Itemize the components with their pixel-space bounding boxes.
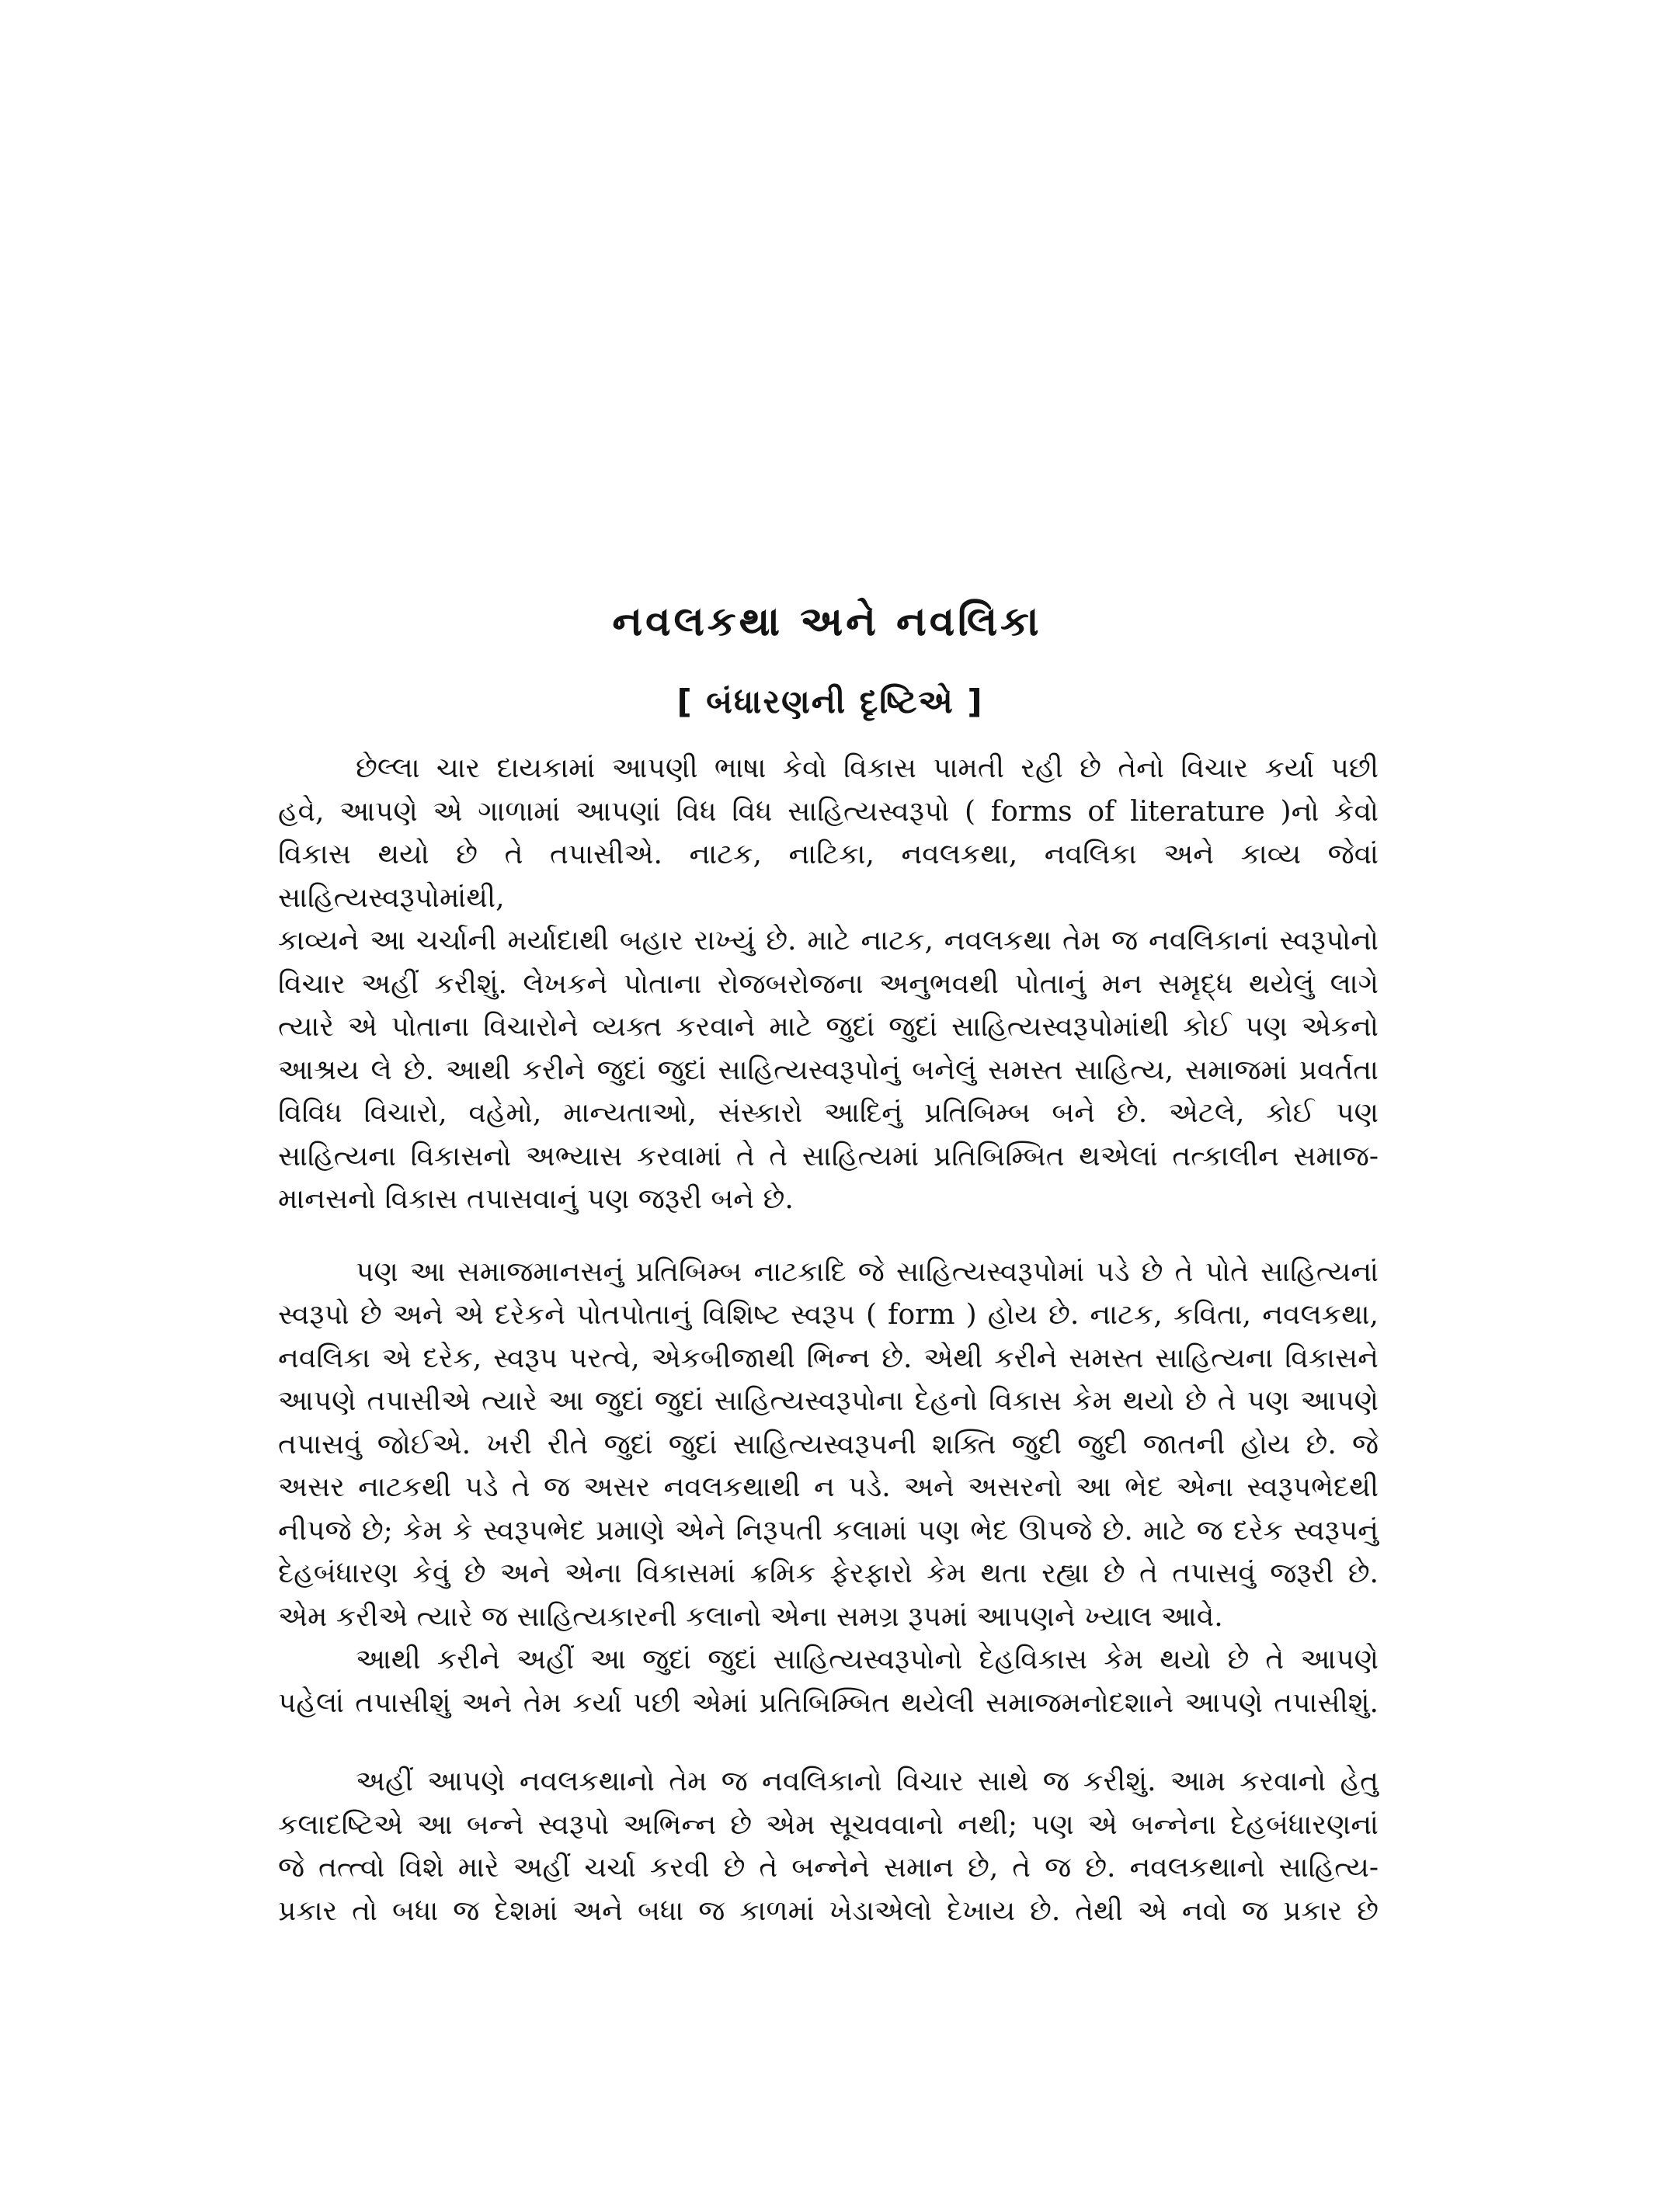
paragraph-1 xyxy=(278,747,1379,1221)
text-line: વિચાર અહીં કરીશું. લેખકને પોતાના રોજબરોજના અનુભવથી પોતાનું મન સમૃદ્ધ થયેલું લાગે xyxy=(278,967,1379,1000)
text-line: દેહબંધારણ કેવું છે અને એના વિકાસમાં ક્રમિક ફેરફારો કેમ થતા રહ્યા છે તે તપાસવું જરૂરી છે. xyxy=(278,1557,1379,1589)
text-line: છેલ્લા ચાર દાયકામાં આપણી ભાષા કેવો વિકાસ પામતી રહી છે તેનો વિચાર કર્યા પછી xyxy=(356,752,1379,784)
text-line: માનસનો વિકાસ તપાસવાનું પણ જરૂરી બને છે. xyxy=(278,1183,794,1215)
text-line: વિકાસ થયો છે તે તપાસીએ. નાટક, નાટિકા, નવલકથા, નવલિકા અને કાવ્ય જેવાં સાહિત્યસ્વરૂપોમાંથી, xyxy=(278,839,1379,914)
text-line: તપાસવું જોઈએ. ખરી રીતે જુદાં જુદાં સાહિત્યસ્વરૂપની શક્તિ જુદી જુદી જાતની હોય છે. જે xyxy=(278,1428,1379,1460)
text-line: સ્વરૂપો છે અને એ દરેકને પોતપોતાનું વિશિષ્ટ સ્વરૂપ ( form ) હોય છે. નાટક, કવિતા, નવલકથા, xyxy=(278,1299,1379,1331)
text-line: આશ્રય લે છે. આથી કરીને જુદાં જુદાં સાહિત્યસ્વરૂપોનું બનેલું સમસ્ત સાહિત્ય, સમાજમાં પ્રવર્તતા xyxy=(278,1054,1379,1086)
chapter-title: નવલકથા અને નવલિકા xyxy=(612,599,1042,645)
paragraph-3 xyxy=(278,1638,1379,1724)
text-line: નવલિકા એ દરેક, સ્વરૂપ પરત્વે, એકબીજાથી ભિન્ન છે. એથી કરીને સમસ્ત સાહિત્યના વિકાસને xyxy=(278,1342,1379,1374)
text-line: કલાદષ્ટિએ આ બન્ને સ્વરૂપો અભિન્ન છે એમ સૂચવવાનો નથી; પણ એ બન્નેના દેહબંધારણનાં xyxy=(278,1808,1379,1841)
text-line: ત્યારે એ પોતાના વિચારોને વ્યક્ત કરવાને માટે જુદાં જુદાં સાહિત્યસ્વરૂપોમાંથી કોઈ પણ એકનો xyxy=(278,1011,1379,1043)
text-line: સાહિત્યના વિકાસનો અભ્યાસ કરવામાં તે તે સાહિત્યમાં પ્રતિબિમ્બિત થએલાં તત્કાલીન સમાજ- xyxy=(278,1140,1379,1172)
body-text xyxy=(278,747,1379,1932)
text-line: પ્રકાર તો બધા જ દેશમાં અને બધા જ કાળમાં ખેડાએલો દેખાય છે. તેથી એ નવો જ પ્રકાર છે xyxy=(278,1894,1379,1927)
text-line: નીપજે છે; કેમ કે સ્વરૂપભેદ પ્રમાણે એને નિરૂપતી કલામાં પણ ભેદ ઊપજે છે. માટે જ દરેક સ્વરૂપનું xyxy=(278,1514,1379,1547)
text-line: હવે, આપણે એ ગાળામાં આપણાં વિધ વિધ સાહિત્યસ્વરૂપો ( forms of literature )નો કેવો xyxy=(278,795,1379,828)
paragraph-2 xyxy=(278,1251,1379,1639)
text-line: અહીં આપણે નવલકથાનો તેમ જ નવલિકાનો વિચાર સાથે જ કરીશું. આમ કરવાનો હેતુ xyxy=(356,1766,1379,1797)
text-line: એમ કરીએ ત્યારે જ સાહિત્યકારની કલાનો એના સમગ્ર રૂપમાં આપણને ખ્યાલ આવે. xyxy=(278,1600,1223,1633)
text-line: જે તત્ત્વો વિશે મારે અહીં ચર્ચા કરવી છે તે બન્નેને સમાન છે, તે જ છે. નવલકથાનો સાહિત્ય- xyxy=(278,1852,1379,1884)
chapter-subtitle: [ બંધારણની દૃષ્ટિએ ] xyxy=(676,682,984,721)
text-line: વિવિધ વિચારો, વહેમો, માન્યતાઓ, સંસ્કારો આદિનું પ્રતિબિમ્બ બને છે. એટલે, કોઈ પણ xyxy=(278,1097,1379,1129)
text-line: કાવ્યને આ ચર્ચાની મર્યાદાથી બહાર રાખ્યું છે. માટે નાટક, નવલકથા તેમ જ નવલિકાનાં સ્વરૂપોનો xyxy=(278,925,1379,957)
text-line: પહેલાં તપાસીશું અને તેમ કર્યા પછી એમાં પ્રતિબિમ્બિત થયેલી સમાજમનોદશાને આપણે તપાસીશું. xyxy=(278,1686,1379,1719)
text-line: અસર નાટકથી પડે તે જ અસર નવલકથાથી ન પડે. અને અસરનો આ ભેદ એના સ્વરૂપભેદથી xyxy=(278,1471,1379,1503)
text-line: આપણે તપાસીએ ત્યારે આ જુદાં જુદાં સાહિત્યસ્વરૂપોના દેહનો વિકાસ કેમ થયો છે તે પણ આપણે xyxy=(278,1385,1379,1417)
text-line: પણ આ સમાજમાનસનું પ્રતિબિમ્બ નાટકાદિ જે સાહિત્યસ્વરૂપોમાં પડે છે તે પોતે સાહિત્યનાં xyxy=(356,1255,1379,1288)
paragraph-4 xyxy=(278,1760,1379,1932)
text-line: આથી કરીને અહીં આ જુદાં જુદાં સાહિત્યસ્વરૂપોનો દેહવિકાસ કેમ થયો છે તે આપણે xyxy=(356,1644,1379,1675)
